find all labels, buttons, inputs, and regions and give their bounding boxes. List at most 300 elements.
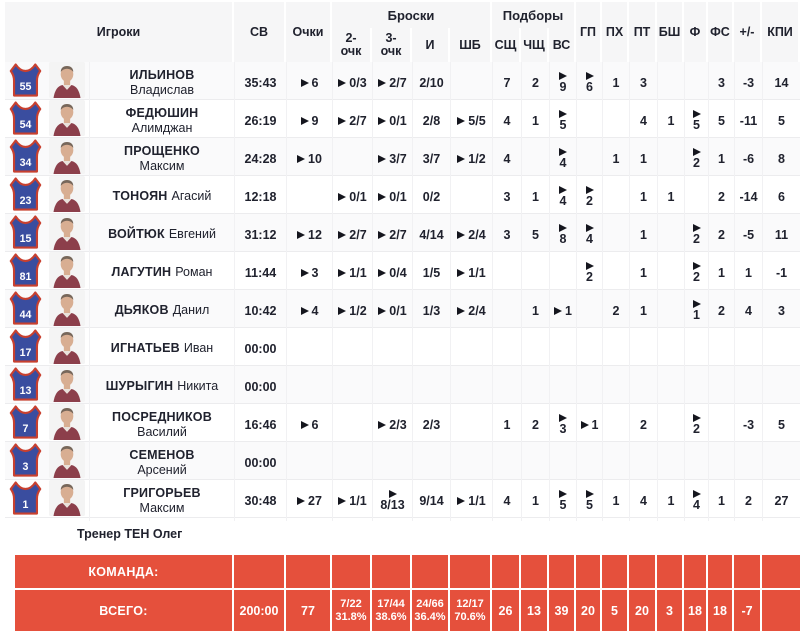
player-name-cell[interactable]	[89, 366, 234, 407]
cell-fg2[interactable]	[332, 176, 372, 217]
play-value	[693, 148, 701, 169]
total-cell-ph	[602, 590, 629, 631]
player-row[interactable]	[5, 100, 800, 138]
svg-text:23: 23	[19, 194, 31, 207]
jersey-icon	[9, 404, 42, 445]
player-name-cell[interactable]	[89, 138, 234, 179]
cell-fs	[708, 100, 734, 141]
cell-fs	[708, 404, 734, 445]
stat-value: 4	[640, 493, 647, 508]
cell-pts[interactable]	[286, 100, 332, 141]
play-value	[338, 190, 366, 204]
player-name-cell[interactable]	[89, 290, 234, 331]
cell-fg2[interactable]	[332, 480, 372, 521]
player-firstname: Арсений	[137, 462, 187, 477]
avatar-cell	[45, 214, 89, 255]
player-name-cell[interactable]	[89, 100, 234, 141]
stat-value: 5	[532, 227, 539, 242]
cell-csh	[521, 290, 549, 331]
cell-f[interactable]	[684, 480, 708, 521]
cell-fg2[interactable]	[332, 100, 372, 141]
column-header-sv: СВ	[234, 2, 286, 62]
play-value	[457, 114, 485, 128]
cell-vs[interactable]	[549, 100, 576, 141]
avatar-cell	[45, 480, 89, 521]
player-surname: ИЛЬИНОВ	[129, 67, 195, 82]
player-name-cell[interactable]	[89, 328, 234, 369]
total-cell-f	[684, 555, 708, 588]
player-firstname: Максим	[139, 500, 185, 515]
play-icon	[559, 490, 567, 498]
play-icon	[554, 307, 562, 315]
play-icon	[457, 497, 465, 505]
play-value	[301, 76, 319, 90]
cell-gp	[576, 442, 602, 483]
cell-bsh	[657, 62, 684, 103]
stat-value: 3	[778, 303, 785, 318]
total-cell-csh	[521, 590, 549, 631]
play-value	[586, 262, 594, 283]
player-surname: ИГНАТЬЕВ	[110, 341, 180, 355]
cell-f[interactable]	[684, 404, 708, 445]
player-avatar-icon	[49, 366, 85, 407]
cell-f	[684, 366, 708, 407]
stat-value: 0/1	[349, 189, 367, 204]
stat-value: 1	[532, 493, 539, 508]
player-firstname: Иван	[183, 341, 214, 355]
player-name-cell[interactable]	[89, 62, 234, 103]
total-cell-fg3	[372, 590, 412, 631]
cell-vs[interactable]	[549, 138, 576, 179]
cell-pt	[629, 442, 657, 483]
cell-fs	[708, 62, 734, 103]
player-firstname: Максим	[139, 158, 185, 173]
stat-value: 4	[503, 113, 511, 128]
cell-gp[interactable]	[576, 252, 602, 293]
cell-kpi	[762, 100, 800, 141]
cell-csh	[521, 138, 549, 179]
player-surname: СЕМЕНОВ	[129, 447, 195, 462]
cell-fs	[708, 442, 734, 483]
stat-value: 2	[612, 303, 620, 318]
cell-pt	[629, 100, 657, 141]
cell-csh	[521, 176, 549, 217]
play-value	[301, 114, 319, 128]
player-firstname: Владислав	[130, 82, 194, 97]
total-value-line: 12/17	[456, 597, 484, 610]
player-row[interactable]	[5, 62, 800, 100]
stat-value: 1	[640, 151, 647, 166]
cell-pts[interactable]	[286, 480, 332, 521]
cell-shb[interactable]	[450, 100, 492, 141]
stat-value: 11:44	[244, 265, 277, 280]
cell-gp	[576, 138, 602, 179]
cell-pm	[734, 100, 762, 141]
cell-fg2[interactable]	[332, 290, 372, 331]
coach-label: Тренер ТЕН Олег	[77, 527, 183, 541]
cell-pt	[629, 480, 657, 521]
cell-kpi	[762, 328, 800, 369]
stat-value: 6	[778, 189, 785, 204]
cell-pts[interactable]	[286, 62, 332, 103]
cell-gp[interactable]	[576, 404, 602, 445]
cell-fs	[708, 480, 734, 521]
cell-shb[interactable]	[450, 480, 492, 521]
play-value	[457, 266, 485, 280]
cell-csh	[521, 480, 549, 521]
avatar-cell	[45, 138, 89, 179]
stat-value: 3	[640, 75, 647, 90]
play-icon	[338, 117, 346, 125]
player-row[interactable]	[5, 480, 800, 518]
cell-ph	[602, 480, 629, 521]
cell-gp[interactable]	[576, 214, 602, 255]
play-value	[301, 266, 319, 280]
cell-ph	[602, 252, 629, 293]
stat-value: 3	[559, 422, 567, 436]
column-header-ssh: СЩ	[492, 28, 521, 62]
play-value	[559, 224, 567, 245]
cell-fg3[interactable]	[372, 290, 412, 331]
cell-fg3	[372, 366, 412, 407]
player-row[interactable]	[5, 328, 800, 366]
cell-pm	[734, 366, 762, 407]
cell-i	[412, 214, 450, 255]
play-value	[559, 490, 567, 511]
cell-pts[interactable]	[286, 252, 332, 293]
avatar-cell	[45, 366, 89, 407]
player-avatar-icon	[49, 100, 85, 141]
cell-gp[interactable]	[576, 176, 602, 217]
stat-value: 9	[311, 113, 319, 128]
player-row[interactable]	[5, 404, 800, 442]
cell-fg3[interactable]	[372, 100, 412, 141]
stat-value: 1	[612, 151, 620, 166]
stat-value: 3	[503, 227, 511, 242]
jersey-icon	[9, 100, 42, 141]
total-value-line: 7/22	[340, 597, 362, 610]
cell-fs	[708, 366, 734, 407]
cell-sv	[234, 252, 286, 293]
stat-value: 1/1	[349, 493, 367, 508]
cell-sv	[234, 176, 286, 217]
cell-f[interactable]	[684, 100, 708, 141]
cell-f[interactable]	[684, 214, 708, 255]
cell-pm	[734, 214, 762, 255]
player-avatar-icon	[49, 328, 85, 369]
cell-shb[interactable]	[450, 290, 492, 331]
cell-pts	[286, 366, 332, 407]
player-surname: ПРОЩЕНКО	[124, 143, 200, 158]
play-icon	[559, 224, 567, 232]
svg-text:54: 54	[19, 118, 31, 131]
jersey-icon	[9, 480, 42, 521]
total-cell-pts	[286, 590, 332, 631]
player-row[interactable]	[5, 252, 800, 290]
cell-gp[interactable]	[576, 480, 602, 521]
stat-value: 8	[559, 232, 567, 246]
play-icon	[338, 193, 346, 201]
totals-label: ВСЕГО:	[15, 590, 234, 631]
player-firstname: Василий	[137, 424, 187, 439]
cell-fg3[interactable]	[372, 404, 412, 445]
cell-f[interactable]	[684, 290, 708, 331]
stat-value: 1	[745, 265, 752, 280]
stat-value: 2/4	[468, 303, 486, 318]
player-avatar-icon	[49, 404, 85, 445]
play-value	[380, 490, 404, 511]
cell-i	[412, 252, 450, 293]
play-icon	[559, 110, 567, 118]
stat-value: 0/2	[422, 189, 441, 204]
cell-shb	[450, 176, 492, 217]
cell-shb	[450, 442, 492, 483]
cell-vs[interactable]	[549, 176, 576, 217]
cell-kpi	[762, 290, 800, 331]
column-header-shb: ШБ	[450, 28, 492, 62]
cell-fg2	[332, 138, 372, 179]
play-icon	[693, 300, 701, 308]
cell-f[interactable]	[684, 138, 708, 179]
player-row[interactable]	[5, 290, 800, 328]
stat-value: 8	[778, 151, 785, 166]
total-value: 20	[635, 603, 649, 618]
cell-shb[interactable]	[450, 138, 492, 179]
total-cell-pt	[629, 555, 657, 588]
total-value: 3	[666, 603, 673, 618]
cell-ssh	[492, 290, 521, 331]
cell-vs[interactable]	[549, 62, 576, 103]
stat-value: 1	[693, 308, 700, 322]
cell-pm	[734, 328, 762, 369]
jersey-icon	[9, 366, 42, 407]
play-icon	[338, 79, 346, 87]
total-value: 200:00	[239, 603, 279, 618]
play-icon	[559, 186, 567, 194]
total-cell-csh	[521, 555, 549, 588]
cell-ph	[602, 176, 629, 217]
stat-value: 9	[559, 80, 567, 94]
column-header-f: Ф	[684, 2, 708, 62]
cell-shb	[450, 404, 492, 445]
play-icon	[297, 497, 305, 505]
player-avatar-icon	[49, 138, 85, 179]
play-value	[301, 304, 319, 318]
play-icon	[338, 231, 346, 239]
cell-vs[interactable]	[549, 480, 576, 521]
cell-csh	[521, 366, 549, 407]
cell-gp[interactable]	[576, 62, 602, 103]
stat-value: 1/1	[349, 265, 367, 280]
stat-value: 6	[311, 417, 319, 432]
play-value	[559, 110, 567, 131]
cell-fg3[interactable]	[372, 176, 412, 217]
cell-pm	[734, 442, 762, 483]
cell-f[interactable]	[684, 252, 708, 293]
player-row[interactable]	[5, 176, 800, 214]
stat-value: 5	[559, 118, 567, 132]
total-cell-fs	[708, 555, 734, 588]
svg-text:13: 13	[19, 384, 31, 397]
column-header-kpi: КПИ	[762, 2, 800, 62]
cell-ph	[602, 290, 629, 331]
total-cell-shb	[450, 590, 492, 631]
cell-i	[412, 366, 450, 407]
total-cell-fs	[708, 590, 734, 631]
cell-fg2[interactable]	[332, 62, 372, 103]
column-header-players: Игроки	[5, 2, 234, 62]
stat-value: 1	[565, 303, 572, 318]
cell-ssh	[492, 328, 521, 369]
cell-fs	[708, 252, 734, 293]
play-value	[378, 418, 406, 432]
cell-pts[interactable]	[286, 214, 332, 255]
play-icon	[693, 490, 701, 498]
play-icon	[378, 269, 386, 277]
play-icon	[457, 307, 465, 315]
jersey-cell	[5, 214, 45, 255]
play-value	[693, 224, 701, 245]
stat-value: 1/1	[468, 265, 486, 280]
total-value: 13	[527, 603, 541, 618]
jersey-icon	[9, 328, 42, 369]
player-row[interactable]	[5, 214, 800, 252]
avatar-cell	[45, 100, 89, 141]
stat-value: 31:12	[244, 227, 277, 242]
cell-csh	[521, 442, 549, 483]
stat-value: 2	[718, 189, 725, 204]
cell-pts[interactable]	[286, 138, 332, 179]
player-name-cell[interactable]	[89, 442, 234, 483]
stat-value: 1/2	[349, 303, 367, 318]
cell-pm	[734, 62, 762, 103]
play-icon	[457, 155, 465, 163]
play-icon	[693, 110, 701, 118]
play-value	[338, 114, 366, 128]
cell-fg3[interactable]	[372, 252, 412, 293]
player-surname: ЛАГУТИН	[111, 265, 172, 279]
total-cell-bsh	[657, 590, 684, 631]
stat-value: 2	[693, 156, 700, 170]
stat-value: 10:42	[244, 303, 277, 318]
cell-csh	[521, 328, 549, 369]
stat-value: 1/3	[422, 303, 441, 318]
stat-value: 5	[586, 498, 593, 512]
cell-csh	[521, 214, 549, 255]
total-cell-ssh	[492, 590, 521, 631]
cell-pts[interactable]	[286, 404, 332, 445]
cell-fg3[interactable]	[372, 214, 412, 255]
stat-value: -11	[739, 113, 758, 128]
total-cell-ph	[602, 555, 629, 588]
stat-value: 4	[586, 232, 593, 246]
cell-fg3[interactable]	[372, 62, 412, 103]
stat-value: 5	[778, 113, 785, 128]
cell-pm	[734, 404, 762, 445]
cell-vs[interactable]	[549, 290, 576, 331]
total-cell-bsh	[657, 555, 684, 588]
cell-fg3[interactable]	[372, 480, 412, 521]
team-row	[15, 555, 800, 588]
cell-pt	[629, 404, 657, 445]
play-icon	[586, 224, 594, 232]
cell-sv	[234, 442, 286, 483]
stat-value: 2/7	[349, 227, 367, 242]
cell-shb[interactable]	[450, 252, 492, 293]
cell-vs[interactable]	[549, 214, 576, 255]
player-surname: ПОСРЕДНИКОВ	[112, 409, 212, 424]
cell-fg2[interactable]	[332, 214, 372, 255]
cell-kpi	[762, 366, 800, 407]
cell-shb[interactable]	[450, 214, 492, 255]
cell-bsh	[657, 480, 684, 521]
cell-sv	[234, 62, 286, 103]
column-header-fg3: 3-очк	[372, 28, 412, 62]
cell-sv	[234, 100, 286, 141]
stat-value: 2/4	[468, 227, 486, 242]
cell-i	[412, 290, 450, 331]
stat-value: 1	[667, 113, 675, 128]
cell-csh	[521, 404, 549, 445]
stat-value: 35:43	[244, 75, 277, 90]
play-icon	[378, 421, 386, 429]
cell-i	[412, 138, 450, 179]
cell-pts[interactable]	[286, 290, 332, 331]
cell-csh	[521, 100, 549, 141]
play-icon	[559, 414, 567, 422]
player-name-cell[interactable]	[89, 176, 234, 217]
player-name-cell[interactable]	[89, 214, 234, 255]
play-icon	[378, 117, 386, 125]
play-icon	[581, 421, 589, 429]
cell-pm	[734, 138, 762, 179]
player-row[interactable]	[5, 442, 800, 480]
stat-value: 00:00	[244, 379, 277, 394]
stat-value: 2	[693, 232, 700, 246]
cell-fs	[708, 290, 734, 331]
cell-kpi	[762, 252, 800, 293]
play-icon	[559, 148, 567, 156]
stat-value: -3	[742, 417, 755, 432]
total-value-line: 31.8%	[335, 610, 367, 623]
stat-value: 16:46	[244, 417, 277, 432]
avatar-cell	[45, 62, 89, 103]
cell-fg3[interactable]	[372, 138, 412, 179]
player-fullname	[113, 189, 212, 204]
cell-vs[interactable]	[549, 404, 576, 445]
player-name-cell[interactable]	[89, 480, 234, 521]
player-row[interactable]	[5, 366, 800, 404]
total-cell-f	[684, 590, 708, 631]
stat-value: 4	[559, 194, 567, 208]
player-name-cell[interactable]	[89, 252, 234, 293]
cell-fg2[interactable]	[332, 252, 372, 293]
player-row[interactable]	[5, 138, 800, 176]
coach-row	[5, 518, 800, 550]
jersey-cell	[5, 100, 45, 141]
player-fullname	[115, 303, 210, 318]
column-header-i: И	[412, 28, 450, 62]
player-name-cell[interactable]	[89, 404, 234, 445]
cell-pts	[286, 442, 332, 483]
stat-value: 1	[612, 493, 620, 508]
player-surname: ГРИГОРЬЕВ	[123, 485, 201, 500]
cell-sv	[234, 480, 286, 521]
total-value: 26	[498, 603, 513, 618]
play-value	[554, 304, 572, 318]
total-cell-fg2	[332, 590, 372, 631]
jersey-icon	[9, 290, 42, 331]
